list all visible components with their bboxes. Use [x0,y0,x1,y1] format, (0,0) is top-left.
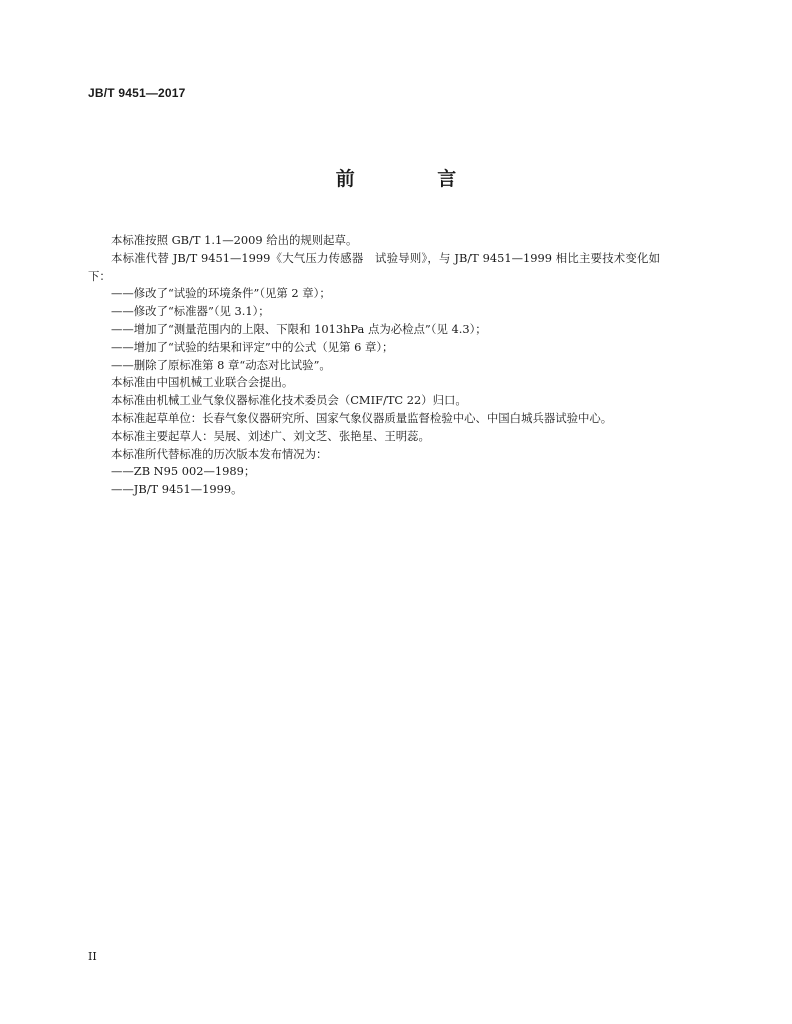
change-item: ——增加了“试验的结果和评定”中的公式（见第 6 章）； [111,339,394,354]
page-title: 前 言 [335,168,495,190]
paragraph-drafting-units: 本标准起草单位：长春气象仪器研究所、国家气象仪器质量监督检验中心、中国白城兵器试验中心。 [111,410,613,425]
paragraph-replacement: 本标准代替 JB/T 9451—1999《大气压力传感器 试验导则》，与 JB/T 9451—1999 相比主要技术变化如下： [88,250,660,283]
page-number: II [88,950,97,963]
foreword-body [88,232,660,499]
paragraph-proposer: 本标准由中国机械工业联合会提出。 [111,375,294,390]
paragraph-drafters: 本标准主要起草人：吴展、刘述广、刘文芝、张艳星、王明蕊。 [111,428,430,443]
paragraph-drafting-rules: 本标准按照 GB/T 1.1—2009 给出的规则起草。 [111,233,358,247]
change-item: ——修改了“试验的环境条件”（见第 2 章）； [111,286,331,301]
change-item: ——修改了“标准器”（见 3.1）； [111,304,270,319]
history-item: ——JB/T 9451—1999。 [111,482,243,497]
history-item: ——ZB N95 002—1989； [111,464,256,479]
change-item: ——增加了“测量范围内的上限、下限和 1013hPa 点为必检点”（见 4.3）； [111,321,487,336]
paragraph-centralized: 本标准由机械工业气象仪器标准化技术委员会（CMIF/TC 22）归口。 [111,393,467,408]
change-item: ——删除了原标准第 8 章“动态对比试验”。 [111,357,331,372]
standard-code: JB/T 9451—2017 [88,86,186,100]
paragraph-history-intro: 本标准所代替标准的历次版本发布情况为： [111,446,328,461]
